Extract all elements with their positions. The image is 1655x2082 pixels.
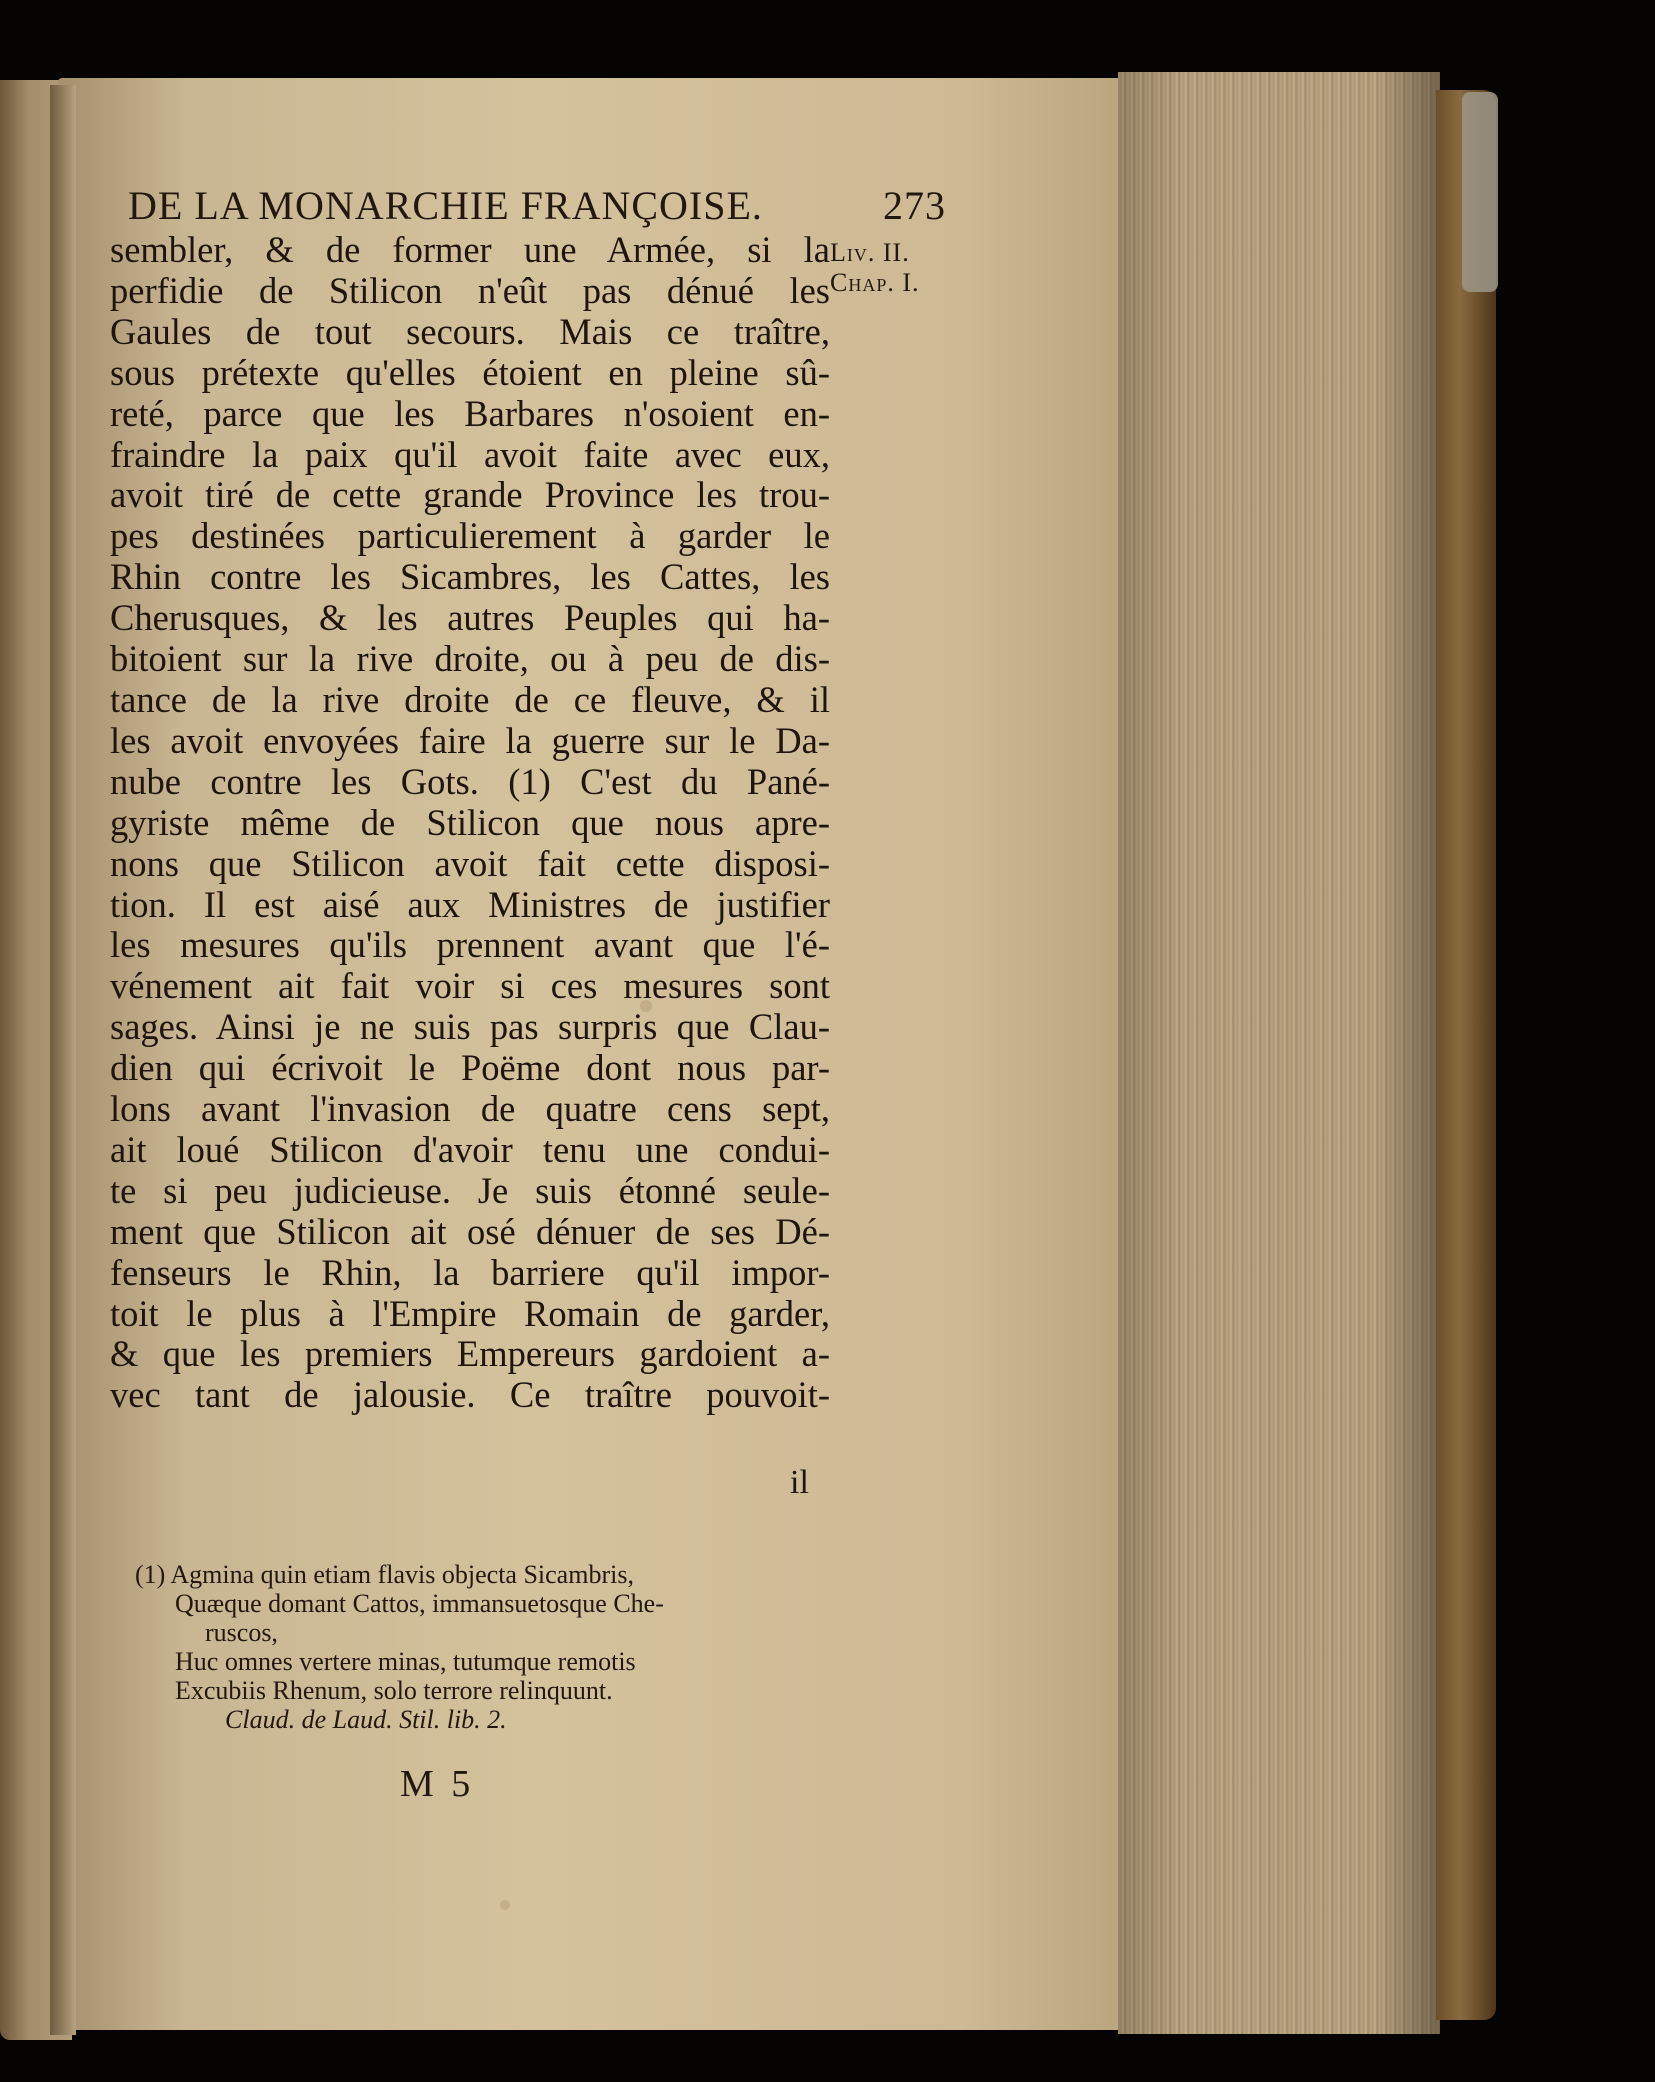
text-line: ment que Stilicon ait osé dénuer de ses Dé- — [110, 1210, 830, 1252]
text-line: toit le plus à l'Empire Romain de garder, — [110, 1292, 830, 1334]
text-line: sages. Ainsi je ne suis pas surpris que Clau- — [110, 1006, 830, 1048]
page-number: 273 — [883, 183, 946, 228]
text-line: perfidie de Stilicon n'eût pas dénué les — [110, 269, 830, 311]
text-line: les mesures qu'ils prennent avant que l'é- — [110, 924, 830, 966]
page-edges-shade — [1118, 72, 1440, 2034]
text-line: ait loué Stilicon d'avoir tenu une condui- — [110, 1128, 830, 1170]
text-line: vec tant de jalousie. Ce traître pouvoit- — [110, 1374, 830, 1416]
book-cover-edge — [1436, 90, 1496, 2020]
text-line: dien qui écrivoit le Poëme dont nous par- — [110, 1047, 830, 1089]
text-line: tion. Il est aisé aux Ministres de justifier — [110, 883, 830, 925]
text-line: nons que Stilicon avoit fait cette disposi- — [110, 842, 830, 884]
text-line: les avoit envoyées faire la guerre sur le Da- — [110, 719, 830, 761]
gutter-shadow — [50, 85, 76, 2035]
cover-wear — [1462, 92, 1498, 292]
footnote-citation: Claud. de Laud. Stil. lib. 2. — [225, 1705, 507, 1734]
text-line: Rhin contre les Sicambres, les Cattes, les — [110, 556, 830, 598]
text-line: & que les premiers Empereurs gardoient a- — [110, 1333, 830, 1375]
signature-mark: M 5 — [400, 1763, 475, 1805]
text-line: reté, parce que les Barbares n'osoient en- — [110, 392, 830, 434]
margin-note-chapter: Chap. I. — [830, 268, 920, 297]
text-line: Cherusques, & les autres Peuples qui ha- — [110, 597, 830, 639]
running-head — [128, 182, 946, 229]
text-line: tance de la rive droite de ce fleuve, & il — [110, 678, 830, 720]
text-line: Gaules de tout secours. Mais ce traître, — [110, 310, 830, 352]
text-line: nube contre les Gots. (1) C'est du Pané- — [110, 760, 830, 802]
footnote-line: (1) Agmina quin etiam flavis objecta Sicambris, — [135, 1560, 634, 1589]
margin-note — [830, 238, 920, 298]
text-line: bitoient sur la rive droite, ou à peu de dis- — [110, 638, 830, 680]
text-line: avoit tiré de cette grande Province les trou- — [110, 474, 830, 516]
margin-note-book: Liv. II. — [830, 238, 910, 267]
footnote-line: Excubiis Rhenum, solo terrore relinquunt. — [175, 1676, 613, 1705]
text-line: gyriste même de Stilicon que nous apre- — [110, 801, 830, 843]
footnote-line: ruscos, — [205, 1618, 278, 1647]
text-line: fraindre la paix qu'il avoit faite avec eux, — [110, 433, 830, 475]
text-line: te si peu judicieuse. Je suis étonné seule- — [110, 1169, 830, 1211]
running-head-title: DE LA MONARCHIE FRANÇOISE. — [128, 183, 763, 228]
text-line: fenseurs le Rhin, la barriere qu'il impor- — [110, 1251, 830, 1293]
text-line: sembler, & de former une Armée, si la — [110, 229, 830, 270]
text-line: pes destinées particulierement à garder le — [110, 515, 830, 557]
text-line: lons avant l'invasion de quatre cens sept, — [110, 1088, 830, 1130]
text-line: sous prétexte qu'elles étoient en pleine sû- — [110, 351, 830, 393]
text-line: vénement ait fait voir si ces mesures sont — [110, 965, 830, 1007]
footnote-line: Quæque domant Cattos, immansuetosque Che- — [175, 1589, 664, 1618]
footnote-line: Huc omnes vertere minas, tutumque remotis — [175, 1647, 636, 1676]
footnote — [135, 1560, 835, 1734]
foxing-spot — [500, 1900, 510, 1910]
catchword: il — [790, 1464, 809, 1501]
body-text — [110, 230, 830, 1416]
